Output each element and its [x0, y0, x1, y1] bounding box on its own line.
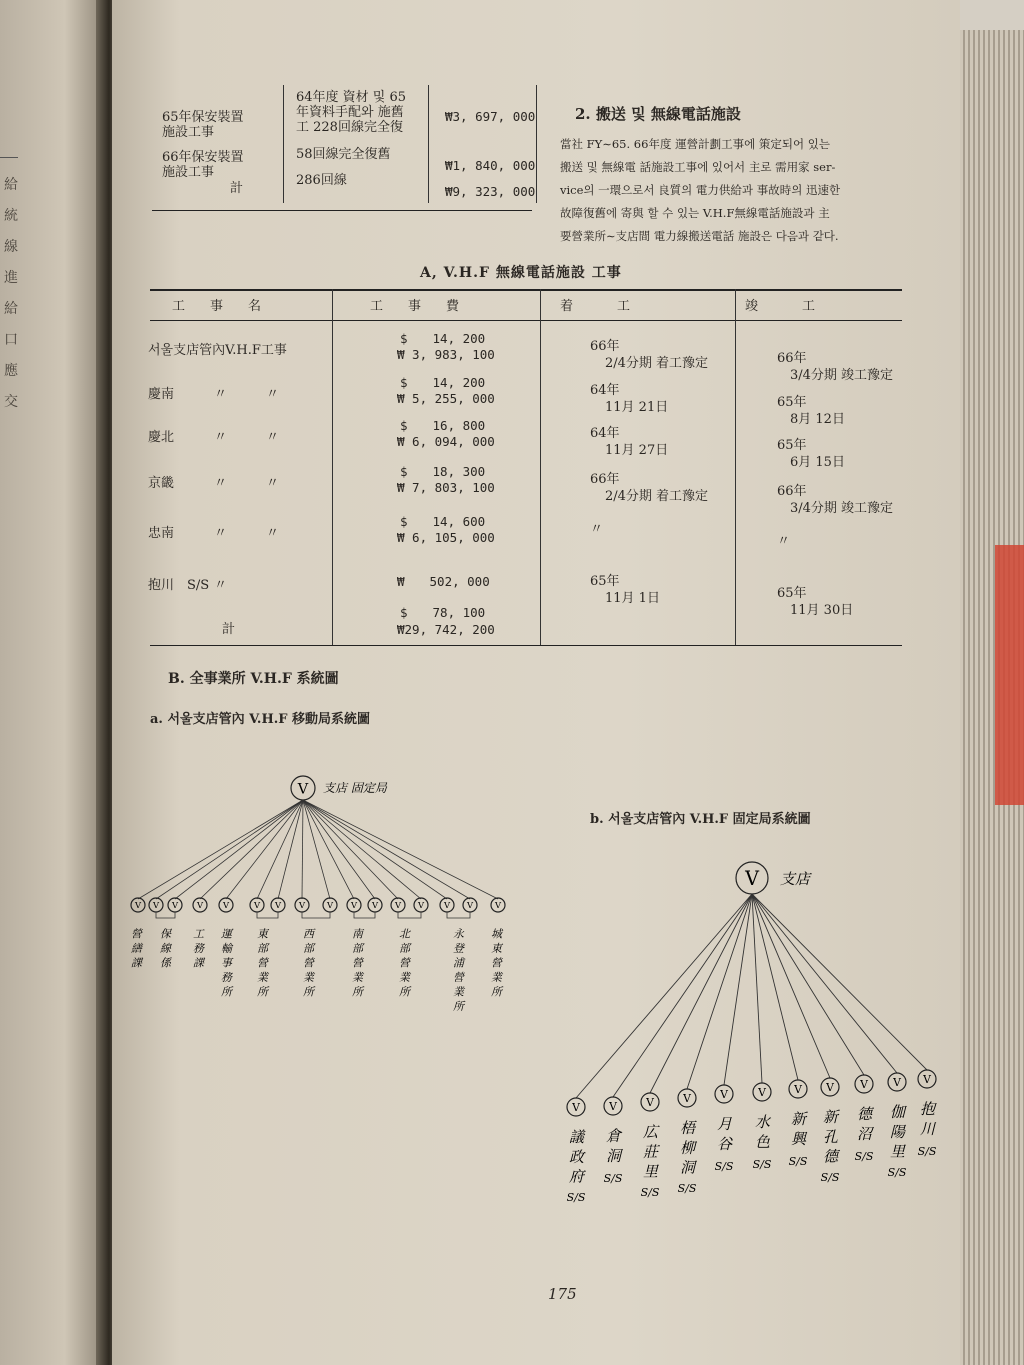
- table-a-row-krw: ₩ 6, 105, 000: [397, 530, 495, 545]
- table-a-row-start: 65年: [590, 574, 620, 589]
- diagram-b-node-label: 広 莊 里: [641, 1124, 659, 1179]
- diagram-a-node-label: 北 部 營 業 所: [397, 928, 411, 997]
- diagram-a-node-symbol: V: [274, 900, 282, 911]
- table-a-row-start: 66年: [590, 472, 620, 487]
- diagram-b-node-suffix: S/S: [917, 1145, 937, 1158]
- diagram-b-link: [752, 894, 864, 1075]
- table-a-header-cost: 工 事 費: [370, 299, 466, 314]
- table-a-row-name: 慶南: [148, 387, 175, 402]
- diagram-a-node-symbol: V: [253, 900, 261, 911]
- table-a-row-finish: 11月 30日: [790, 603, 854, 618]
- table-a-row-finish: 3/4分期 竣工豫定: [790, 368, 894, 383]
- diagram-a-link: [303, 800, 498, 899]
- table-a-row-krw: ₩ 3, 983, 100: [397, 347, 495, 362]
- table-a-row-start: 11月 1日: [605, 591, 660, 606]
- diagram-b-node-symbol: V: [646, 1096, 654, 1110]
- diagram-a-bracket: [398, 912, 421, 918]
- table-a-header-start: 着 工: [560, 299, 637, 314]
- section-2-line-2: 搬送 및 無線電 話施設工事에 있어서 主로 需用家 ser-: [560, 160, 836, 174]
- left-page-glyph: 進: [4, 270, 18, 286]
- summary-row-2-item: 66年保安裝置 施設工事: [162, 150, 244, 180]
- diagram-a-node-label: 保 線 係: [158, 928, 172, 968]
- diagram-b-node-symbol: V: [893, 1076, 901, 1090]
- diagram-a-link: [303, 800, 470, 899]
- table-a-row-finish: 〃: [777, 534, 791, 549]
- section-2-line-3: vice의 一環으로서 良質의 電力供給과 事故時의 迅速한: [560, 183, 841, 197]
- table-a-row-usd: $ 14, 200: [400, 331, 486, 346]
- left-page-glyph: 給: [4, 301, 18, 317]
- section-2-title: 2. 搬送 및 無線電話施設: [575, 105, 741, 123]
- diagram-a-node-symbol: V: [417, 900, 425, 911]
- diagram-b-node-label: 德 沼: [855, 1106, 873, 1141]
- diagram-a-link: [278, 800, 303, 899]
- table-a-row-ditto: 〃 〃: [214, 476, 280, 491]
- diagram-b-node-label: 梧 柳 洞: [678, 1120, 696, 1175]
- table-a-row-start: 64年: [590, 426, 620, 441]
- diagram-b-node-suffix: S/S: [752, 1158, 772, 1171]
- diagram-a-node-label: 東 部 營 業 所: [255, 928, 269, 997]
- diagram-a-node-label: 工 務 課: [191, 928, 205, 968]
- diagram-b-node-label: 月 谷: [715, 1116, 733, 1151]
- diagram-a-bracket: [302, 912, 330, 918]
- section-b-title: B. 全事業所 V.H.F 系統圖: [168, 671, 339, 687]
- left-page-glyph: 交: [4, 394, 18, 410]
- table-a-row-start: 〃: [590, 522, 604, 537]
- table-a-row-krw: ₩ 6, 094, 000: [397, 434, 495, 449]
- diagram-b-node-suffix: S/S: [566, 1191, 586, 1204]
- table-a-row-finish: 66年: [777, 351, 807, 366]
- table-a-row-start: 66年: [590, 339, 620, 354]
- diagram-b-hub-symbol: V: [745, 867, 759, 891]
- diagram-a-node-label: 營 繕 課: [129, 928, 143, 968]
- diagram-a-bracket: [447, 912, 470, 918]
- table-a-row-finish: 66年: [777, 484, 807, 499]
- diagram-b-node-suffix: S/S: [640, 1186, 660, 1199]
- diagram-a-link: [138, 800, 303, 899]
- section-2-line-4: 故障復舊에 寄與 할 수 있는 V.H.F無線電話施設과 主: [560, 206, 830, 220]
- diagram-b-node-suffix: S/S: [820, 1171, 840, 1184]
- left-page-glyph: 線: [4, 239, 18, 255]
- diagram-a-link: [303, 800, 447, 899]
- diagram-b-link: [752, 894, 762, 1083]
- diagram-b-node-suffix: S/S: [887, 1166, 907, 1179]
- diagram-b-node-symbol: V: [720, 1088, 728, 1102]
- diagram-a-hub-label: 支店 固定局: [323, 781, 387, 795]
- diagram-b-node-label: 水 色: [753, 1114, 771, 1149]
- diagram-a-link: [303, 800, 330, 899]
- diagram-b-node-symbol: V: [860, 1078, 868, 1092]
- table-a-row-name: 抱川 S/S: [148, 578, 210, 593]
- diagram-a-node-symbol: V: [371, 900, 379, 911]
- summary-row-3-item: 計: [230, 181, 244, 196]
- left-page-glyph: 口: [4, 332, 18, 348]
- table-a-title: A, V.H.F 無線電話施設 工事: [420, 265, 622, 281]
- diagram-b-node-suffix: S/S: [854, 1150, 874, 1163]
- diagram-a-link: [156, 800, 303, 899]
- table-a-row-krw: ₩ 5, 255, 000: [397, 391, 495, 406]
- diagram-b-link: [613, 894, 752, 1097]
- table-a-header-finish: 竣 工: [745, 299, 822, 314]
- diagram-a-hub-symbol: V: [297, 781, 309, 798]
- diagram-a-node-label: 城 東 營 業 所: [489, 928, 503, 997]
- table-a-row-ditto: 〃 〃: [214, 526, 280, 541]
- diagram-a-bracket: [257, 912, 278, 918]
- table-a-row-krw: ₩ 502, 000: [397, 574, 490, 589]
- diagram-a-node-symbol: V: [494, 900, 502, 911]
- diagram-a-node-symbol: V: [394, 900, 402, 911]
- diagram-b-node-label: 新 孔 德: [821, 1109, 839, 1164]
- diagram-a-node-label: 南 部 營 業 所: [350, 928, 364, 997]
- left-page-glyph: 統: [4, 208, 18, 224]
- section-2-line-5: 要營業所∼支店間 電力線搬送電話 施設은 다음과 같다.: [560, 229, 839, 243]
- diagram-b-link: [650, 894, 752, 1093]
- diagram-a-link: [200, 800, 303, 899]
- diagram-b-link: [724, 894, 752, 1085]
- diagram-b-node-suffix: S/S: [603, 1172, 623, 1185]
- diagram-a-link: [303, 800, 398, 899]
- diagram-a-node-symbol: V: [326, 900, 334, 911]
- table-a-row-name: 서울支店管內V.H.F工事: [148, 343, 287, 358]
- diagram-b-node-suffix: S/S: [714, 1160, 734, 1173]
- diagram-b-hub-label: 支店: [780, 870, 811, 888]
- table-a-header-name: 工 事 名: [172, 299, 268, 314]
- diagram-a-node-label: 永 登 浦 營 業 所: [451, 928, 465, 1012]
- table-a-row-name: 忠南: [148, 526, 175, 541]
- diagram-b-node-label: 伽 陽 里: [888, 1104, 906, 1159]
- page-number: 175: [548, 1285, 577, 1303]
- summary-row-1-amount: ₩3, 697, 000: [445, 109, 536, 124]
- table-a-row-usd: $ 14, 200: [400, 375, 486, 390]
- table-a-row-start: 11月 27日: [605, 443, 669, 458]
- diagram-a-node-symbol: V: [350, 900, 358, 911]
- diagram-a-link: [226, 800, 303, 899]
- diagram-b-title: b. 서울支店管內 V.H.F 固定局系統圖: [590, 812, 811, 827]
- table-a-row-ditto: 〃 〃: [214, 430, 280, 445]
- diagram-a-bracket: [354, 912, 375, 918]
- diagram-a-node-symbol: V: [196, 900, 204, 911]
- table-a-row-start: 64年: [590, 383, 620, 398]
- diagram-b-node-symbol: V: [826, 1081, 834, 1095]
- left-page-glyph: 應: [4, 363, 18, 379]
- diagram-a-link: [175, 800, 303, 899]
- diagram-a-link: [257, 800, 303, 899]
- table-a-row-finish: 3/4分期 竣工豫定: [790, 501, 894, 516]
- diagram-b-link: [752, 894, 927, 1070]
- summary-row-2-amount: ₩1, 840, 000: [445, 158, 536, 173]
- table-a-row-krw: ₩ 7, 803, 100: [397, 480, 495, 495]
- diagram-b-node-symbol: V: [923, 1073, 931, 1087]
- table-a-row-usd: $ 16, 800: [400, 418, 486, 433]
- diagram-a-node-symbol: V: [134, 900, 142, 911]
- summary-row-2-detail: 58回線完全復舊: [296, 147, 391, 162]
- diagram-b-node-label: 議 政 府: [567, 1129, 585, 1184]
- diagram-b-link: [576, 894, 752, 1098]
- diagram-a-bracket: [156, 912, 175, 918]
- diagram-b-node-label: 新 興: [789, 1111, 807, 1146]
- summary-row-3-amount: ₩9, 323, 000: [445, 184, 536, 199]
- left-page-glyph: 給: [4, 177, 18, 193]
- table-a-row-name: 慶北: [148, 430, 175, 445]
- section-2-line-1: 當社 FY∼65. 66年度 運營計劃工事에 策定되어 있는: [560, 137, 830, 151]
- summary-row-1-item: 65年保安裝置 施設工事: [162, 110, 244, 140]
- diagram-b-node-symbol: V: [758, 1086, 766, 1100]
- table-a-total-label: 計: [222, 622, 236, 637]
- diagram-b-node-symbol: V: [794, 1083, 802, 1097]
- summary-row-3-detail: 286回線: [296, 173, 347, 188]
- diagram-b-node-label: 抱 川: [918, 1101, 936, 1136]
- diagram-a-node-symbol: V: [152, 900, 160, 911]
- diagram-a-node-label: 西 部 營 業 所: [301, 928, 315, 997]
- summary-row-1-detail: 64年度 資材 및 65 年資料手配와 施舊 工 228回線完全復: [296, 90, 407, 135]
- diagram-a-node-symbol: V: [443, 900, 451, 911]
- table-a-row-start: 2/4分期 着工豫定: [605, 489, 709, 504]
- diagram-a-link: [303, 800, 375, 899]
- table-a-row-start: 11月 21日: [605, 400, 669, 415]
- diagram-b-node-symbol: V: [609, 1100, 617, 1114]
- table-a-row-usd: $ 14, 600: [400, 514, 486, 529]
- diagram-b-node-symbol: V: [572, 1101, 580, 1115]
- table-a-row-finish: 65年: [777, 438, 807, 453]
- diagram-a-link: [303, 800, 421, 899]
- diagram-b-node-symbol: V: [683, 1092, 691, 1106]
- table-a-row-name: 京畿: [148, 476, 175, 491]
- table-a-row-finish: 65年: [777, 395, 807, 410]
- diagram-a-link: [302, 800, 303, 899]
- diagram-a-title: a. 서울支店管內 V.H.F 移動局系統圖: [150, 712, 371, 727]
- diagram-a-node-symbol: V: [298, 900, 306, 911]
- table-a-row-finish: 65年: [777, 586, 807, 601]
- table-a-row-start: 2/4分期 着工豫定: [605, 356, 709, 371]
- table-a-row-ditto: 〃 〃: [214, 387, 280, 402]
- table-a-row-usd: $ 18, 300: [400, 464, 486, 479]
- diagram-b-node-suffix: S/S: [677, 1182, 697, 1195]
- diagram-b-link: [687, 894, 752, 1089]
- table-a-total-krw: ₩29, 742, 200: [397, 622, 495, 637]
- diagram-a-node-symbol: V: [466, 900, 474, 911]
- diagram-b-node-suffix: S/S: [788, 1155, 808, 1168]
- diagram-a-node-symbol: V: [222, 900, 230, 911]
- diagram-a-node-symbol: V: [171, 900, 179, 911]
- diagram-a-node-label: 運 輸 事 務 所: [219, 928, 233, 997]
- table-a-total-usd: $ 78, 100: [400, 605, 486, 620]
- diagram-b-node-label: 倉 洞: [604, 1128, 622, 1163]
- table-a-row-ditto: 〃: [214, 578, 228, 593]
- table-a-row-finish: 8月 12日: [790, 412, 845, 427]
- table-a-row-finish: 6月 15日: [790, 455, 845, 470]
